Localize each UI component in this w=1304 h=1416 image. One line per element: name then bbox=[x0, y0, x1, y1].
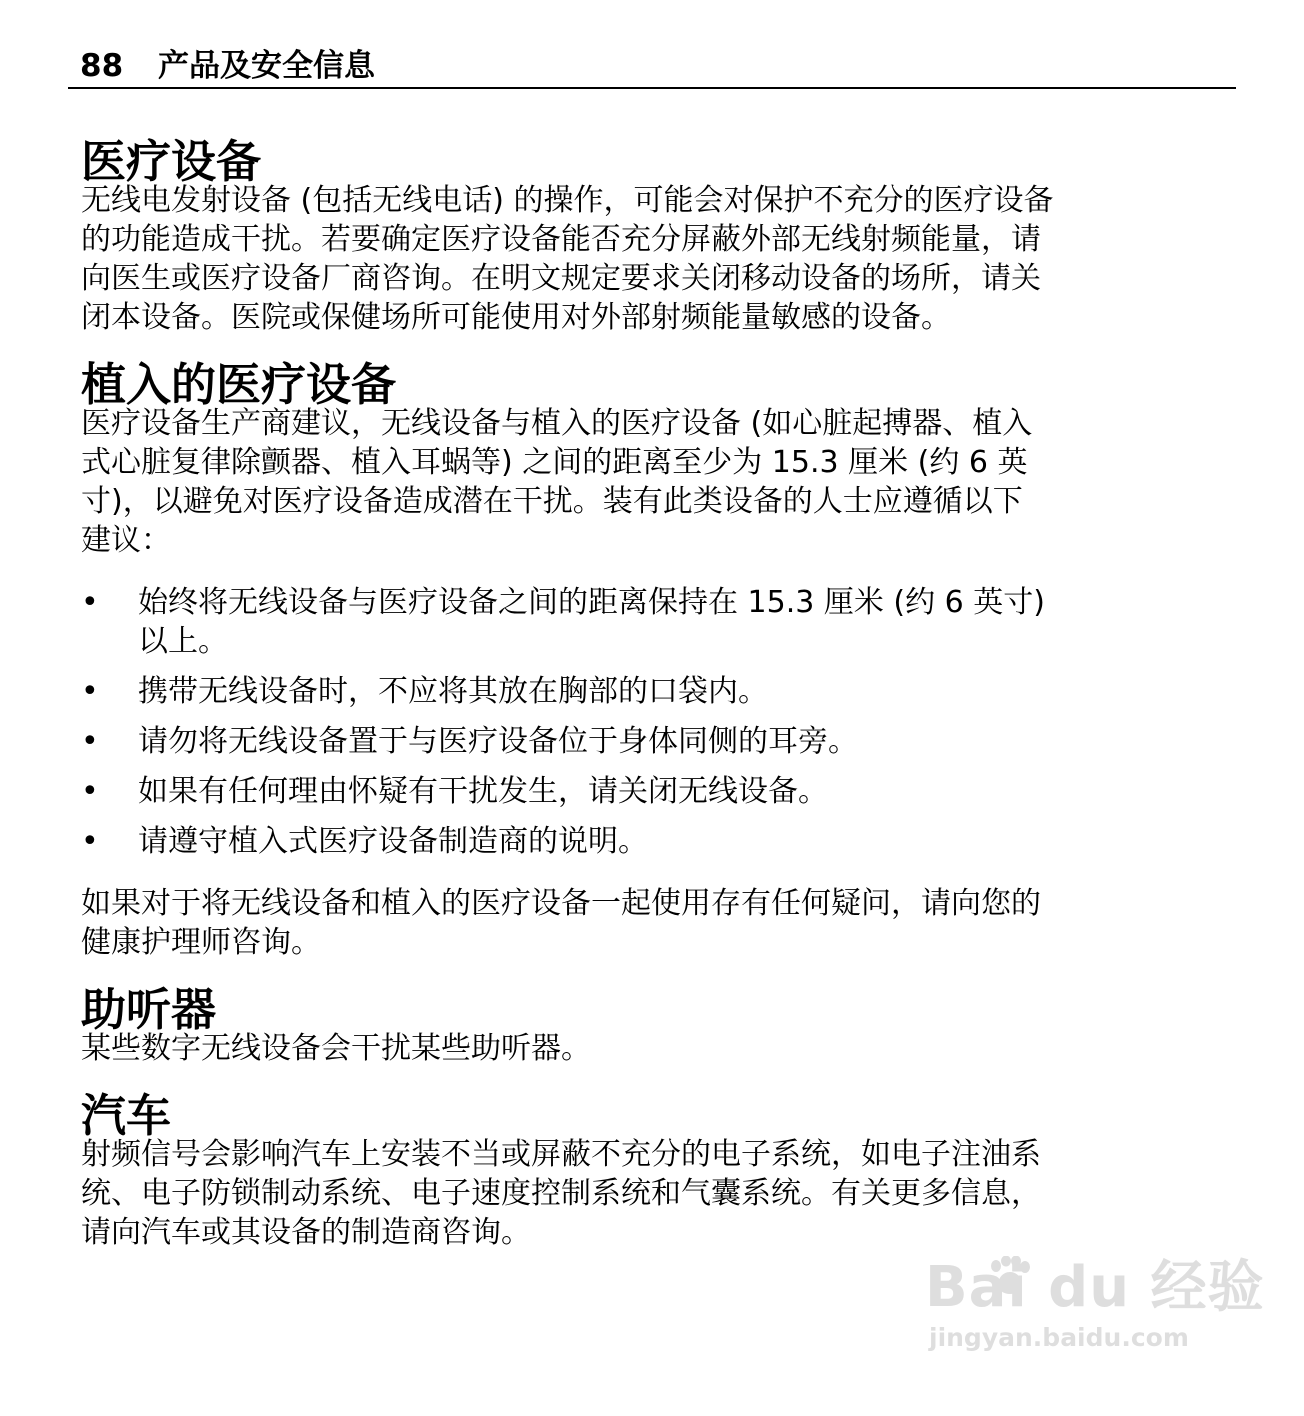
section-hearing-aids bbox=[81, 983, 1227, 1068]
section-title: 植入的医疗设备 bbox=[81, 358, 397, 411]
section-title: 医疗设备 bbox=[81, 135, 262, 188]
section-implanted-devices bbox=[81, 358, 1227, 962]
spacer bbox=[81, 560, 1227, 583]
list-item-line: 以上。 bbox=[138, 624, 228, 659]
list-item-line: 请勿将无线设备置于与医疗设备位于身体同侧的耳旁。 bbox=[138, 724, 858, 759]
list-item-line: 携带无线设备时，不应将其放在胸部的口袋内。 bbox=[138, 674, 768, 709]
list-item-line: 如果有任何理由怀疑有干扰发生，请关闭无线设备。 bbox=[138, 774, 828, 809]
list-item bbox=[81, 672, 1227, 711]
paragraph-line: 向医生或医疗设备厂商咨询。在明文规定要求关闭移动设备的场所，请关 bbox=[81, 261, 1041, 296]
section-title: 汽车 bbox=[81, 1089, 172, 1142]
paragraph-line: 健康护理师咨询。 bbox=[81, 925, 321, 960]
paragraph-line: 式心脏复律除颤器、植入耳蜗等) 之间的距离至少为 15.3 厘米 (约 6 英 bbox=[81, 445, 1028, 480]
list-item-line: 始终将无线设备与医疗设备之间的距离保持在 15.3 厘米 (约 6 英寸) bbox=[138, 585, 1045, 620]
recommendation-list bbox=[81, 583, 1227, 861]
paragraph-line: 如果对于将无线设备和植入的医疗设备一起使用存有任何疑问，请向您的 bbox=[81, 886, 1041, 921]
closing-paragraph bbox=[81, 884, 1227, 962]
paragraph-line: 请向汽车或其设备的制造商咨询。 bbox=[81, 1215, 531, 1250]
list-item bbox=[81, 583, 1227, 661]
paragraph-line: 闭本设备。医院或保健场所可能使用对外部射频能量敏感的设备。 bbox=[81, 300, 951, 335]
list-item bbox=[81, 722, 1227, 761]
list-item bbox=[81, 822, 1227, 861]
paragraph-line: 建议： bbox=[81, 523, 171, 558]
paragraph-line: 寸)，以避免对医疗设备造成潜在干扰。装有此类设备的人士应遵循以下 bbox=[81, 484, 1023, 519]
paragraph-line: 射频信号会影响汽车上安装不当或屏蔽不充分的电子系统，如电子注油系 bbox=[81, 1137, 1041, 1172]
paragraph-line: 医疗设备生产商建议，无线设备与植入的医疗设备 (如心脏起搏器、植入 bbox=[81, 406, 1033, 441]
bullet-icon: • bbox=[81, 824, 99, 859]
baidu-jingyan-watermark bbox=[925, 1250, 1265, 1370]
page-content bbox=[81, 135, 1227, 1252]
spacer bbox=[81, 962, 1227, 990]
paragraph-line: 的功能造成干扰。若要确定医疗设备能否充分屏蔽外部无线射频能量，请 bbox=[81, 222, 1041, 257]
list-item bbox=[81, 772, 1227, 811]
section-paragraph bbox=[81, 1135, 1227, 1252]
chapter-title: 产品及安全信息 bbox=[158, 48, 375, 84]
section-paragraph bbox=[81, 404, 1227, 560]
bullet-icon: • bbox=[81, 774, 99, 809]
section-vehicles bbox=[81, 1089, 1227, 1252]
section-paragraph bbox=[81, 181, 1227, 337]
section-title: 助听器 bbox=[81, 983, 217, 1036]
section-paragraph bbox=[81, 1029, 1227, 1068]
header-divider bbox=[68, 87, 1236, 89]
watermark-logo-text: Bai du 经验 bbox=[925, 1255, 1265, 1320]
bullet-icon: • bbox=[81, 585, 99, 620]
list-item-line: 请遵守植入式医疗设备制造商的说明。 bbox=[138, 824, 648, 859]
bullet-icon: • bbox=[81, 724, 99, 759]
page-number: 88 bbox=[80, 48, 124, 84]
watermark-url: jingyan.baidu.com bbox=[929, 1323, 1189, 1352]
paragraph-line: 无线电发射设备 (包括无线电话) 的操作，可能会对保护不充分的医疗设备 bbox=[81, 183, 1054, 218]
bullet-icon: • bbox=[81, 674, 99, 709]
page-header bbox=[80, 46, 375, 86]
spacer bbox=[81, 1068, 1227, 1096]
spacer bbox=[81, 861, 1227, 884]
paragraph-line: 某些数字无线设备会干扰某些助听器。 bbox=[81, 1031, 591, 1066]
section-medical-devices bbox=[81, 135, 1227, 337]
paragraph-line: 统、电子防锁制动系统、电子速度控制系统和气囊系统。有关更多信息， bbox=[81, 1176, 1041, 1211]
